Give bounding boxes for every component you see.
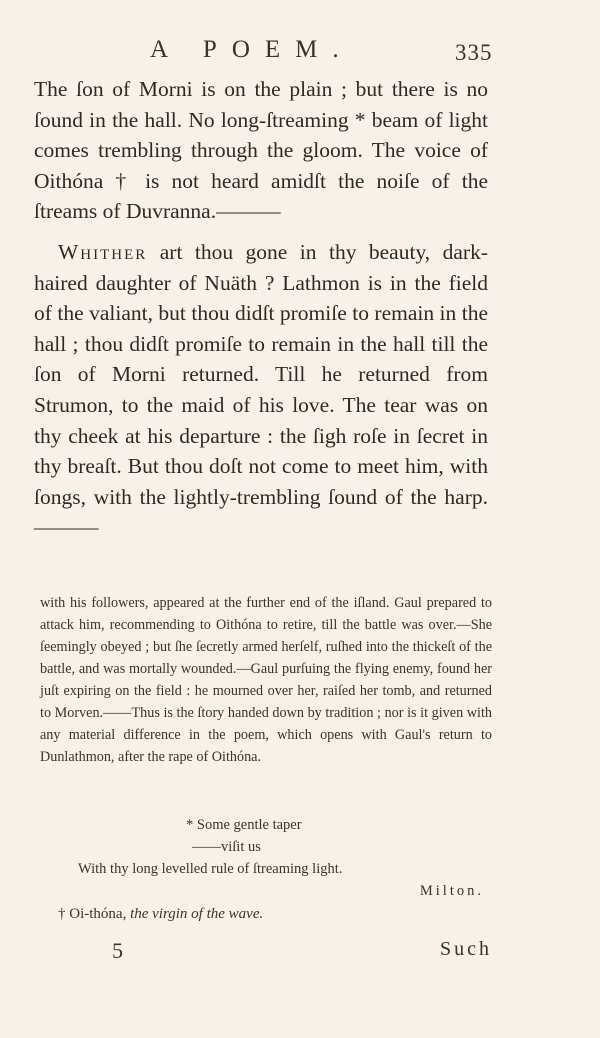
catchword: Such — [440, 938, 492, 960]
quote-line-2: ——viſit us — [192, 839, 261, 855]
main-text — [34, 74, 488, 543]
paragraph-2-lead-word: Whither — [58, 239, 148, 264]
page-header — [0, 36, 600, 76]
page-number: 335 — [455, 40, 493, 65]
paragraph-1: The ſon of Morni is on the plain ; but there is no ſound in the hall. No long-ſtreaming * beam of light comes trembling through the gloom. The voice of Oithóna † is not heard amidſt the noiſe of the ſtreams of Duvranna.——— — [34, 77, 488, 224]
footnote-quotation — [40, 814, 492, 902]
page-footer — [0, 934, 600, 974]
paragraph-2-text: art thou gone in thy beauty, dark-haired daughter of Nuäth ? Lathmon is in the field of the valiant, but thou didſt promiſe to remain in the hall ; thou didſt promiſe to remain in the hall till the ſon of Morni returned. Till he returned from Strumon, to the maid of his love. The tear was on thy cheek at his departure : the ſigh roſe in ſecret in thy breaſt. But thou doſt not come to meet him, with ſongs, with the lightly-trembling ſound of the harp.——— — [34, 239, 488, 540]
quote-line-3: With thy long levelled rule of ſtreaming light. — [78, 861, 343, 877]
dagger-footnote — [58, 903, 498, 925]
quote-attribution: Milton. — [419, 883, 484, 899]
dagger-footnote-lead: † Oi-thóna, — [58, 906, 131, 922]
footnote-continuation: with his followers, appeared at the further end of the iſland. Gaul prepared to attack him, recommending to Oithóna to retire, till the battle was over.—She ſeemingly obeyed ; but ſhe ſecretly armed herſelf, ruſhed into the thickeſt of the battle, and was mortally wounded.—Gaul purſuing the flying enemy, found her juſt expiring on the field : he mourned over her, raiſed her tomb, and returned to Morven.——Thus is the ſtory handed down by tradition ; nor is it given with any material difference in the poem, which opens with Gaul's return to Dunlathmon, after the rape of Oithóna. — [40, 595, 492, 765]
dagger-footnote-gloss: the virgin of the wave. — [130, 906, 264, 922]
paragraph-2 — [34, 237, 488, 543]
running-title: A POEM. — [150, 36, 354, 63]
quote-line-1: * Some gentle taper — [186, 817, 302, 833]
signature-mark: 5 — [112, 938, 123, 963]
